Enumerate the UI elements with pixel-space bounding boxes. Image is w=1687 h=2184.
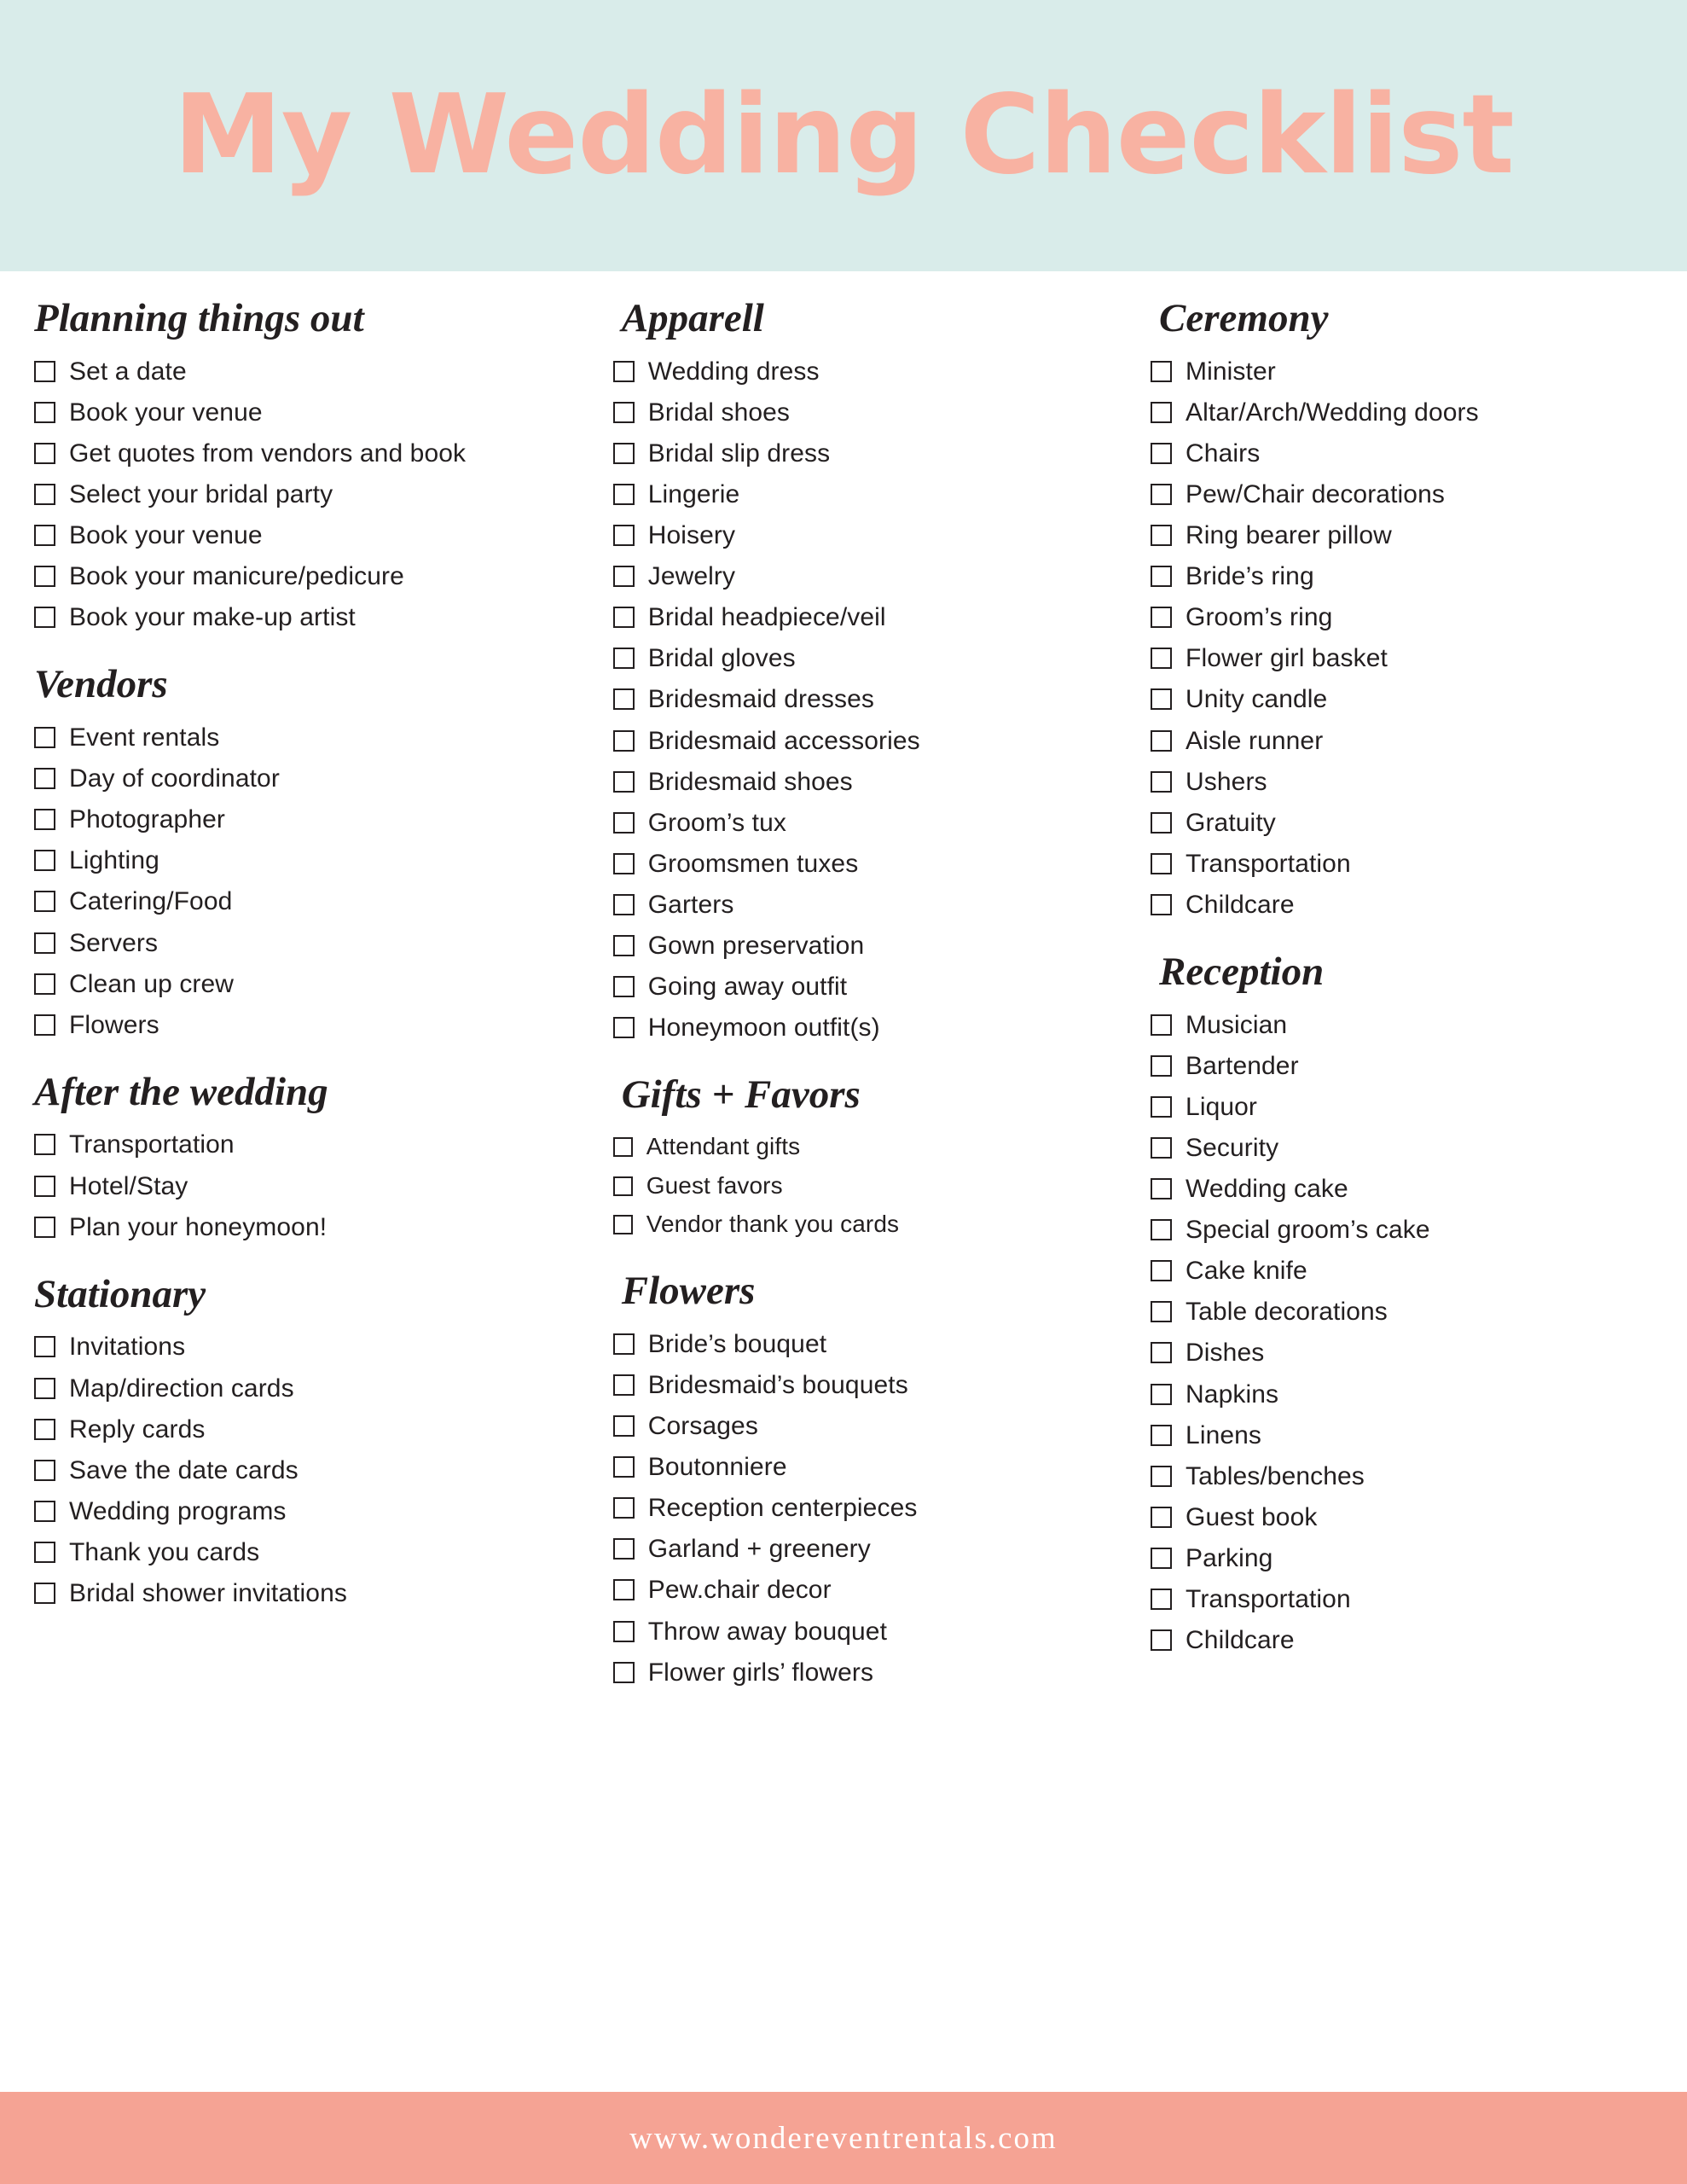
list-item[interactable] xyxy=(34,1374,596,1403)
list-item[interactable] xyxy=(34,1332,596,1362)
item-label: Bride’s bouquet xyxy=(647,1329,827,1358)
checkbox[interactable] xyxy=(1151,1548,1172,1569)
checkbox[interactable] xyxy=(34,727,55,748)
item-label: Wedding cake xyxy=(1186,1175,1348,1204)
item-label: Bride’s ring xyxy=(1186,562,1314,591)
list-item[interactable] xyxy=(34,1010,596,1040)
checkbox[interactable] xyxy=(613,1017,635,1038)
checkbox[interactable] xyxy=(34,1336,55,1357)
item-label: Flower girls’ flowers xyxy=(647,1658,874,1687)
list-item[interactable] xyxy=(34,886,596,916)
list-item[interactable] xyxy=(1151,1461,1653,1491)
checkbox[interactable] xyxy=(613,688,635,710)
item-label: Bridesmaid shoes xyxy=(647,767,853,796)
checkbox[interactable] xyxy=(613,361,635,382)
checkbox[interactable] xyxy=(34,1378,55,1399)
checkbox[interactable] xyxy=(1151,1055,1172,1077)
list-item[interactable] xyxy=(34,928,596,958)
checkbox[interactable] xyxy=(613,443,635,464)
list-item[interactable] xyxy=(613,643,1133,673)
checkbox[interactable] xyxy=(613,1415,635,1437)
checkbox[interactable] xyxy=(1151,1507,1172,1528)
item-label: Throw away bouquet xyxy=(647,1617,888,1646)
item-label: Jewelry xyxy=(647,562,736,591)
item-label: Wedding dress xyxy=(647,357,820,386)
checkbox[interactable] xyxy=(1151,525,1172,546)
item-label: Book your make-up artist xyxy=(69,603,356,632)
checkbox[interactable] xyxy=(613,1333,635,1355)
checkbox[interactable] xyxy=(613,1374,635,1396)
checkbox[interactable] xyxy=(34,891,55,912)
item-label: Ring bearer pillow xyxy=(1186,521,1392,550)
section-title: Ceremony xyxy=(1159,296,1329,340)
item-label: Parking xyxy=(1186,1543,1273,1572)
item-label: Clean up crew xyxy=(69,969,235,998)
list-item[interactable] xyxy=(1151,520,1653,550)
list-item[interactable] xyxy=(1151,1380,1653,1409)
checkbox[interactable] xyxy=(1151,1219,1172,1240)
list-item[interactable] xyxy=(613,726,1133,756)
item-label: Photographer xyxy=(69,805,226,834)
list-item[interactable] xyxy=(34,804,596,834)
checkbox[interactable] xyxy=(613,730,635,752)
item-label: Tables/benches xyxy=(1186,1461,1365,1490)
list-item[interactable] xyxy=(613,684,1133,714)
section-vendors xyxy=(34,663,596,1039)
checkbox[interactable] xyxy=(613,1662,635,1683)
list-item[interactable] xyxy=(1151,1092,1653,1122)
item-label: Guest favors xyxy=(646,1171,783,1199)
list-item[interactable] xyxy=(613,1617,1133,1647)
list-item[interactable] xyxy=(1151,1051,1653,1081)
list-item[interactable] xyxy=(1151,849,1653,879)
checkbox[interactable] xyxy=(1151,1137,1172,1159)
list-item[interactable] xyxy=(1151,1584,1653,1614)
list-item[interactable] xyxy=(1151,1215,1653,1245)
page-footer xyxy=(0,2092,1687,2184)
item-label: Select your bridal party xyxy=(69,479,333,508)
list-item[interactable] xyxy=(34,520,596,550)
item-label: Musician xyxy=(1186,1010,1288,1039)
list-item[interactable] xyxy=(613,1172,1133,1200)
list-item[interactable] xyxy=(1151,684,1653,714)
checkbox[interactable] xyxy=(34,443,55,464)
item-label: Flower girl basket xyxy=(1186,644,1388,673)
list-item[interactable] xyxy=(613,1013,1133,1043)
item-label: Linens xyxy=(1186,1420,1262,1449)
checklist-items xyxy=(1151,1010,1653,1656)
checkbox[interactable] xyxy=(613,607,635,628)
checkbox[interactable] xyxy=(1151,812,1172,834)
checkbox[interactable] xyxy=(1151,1425,1172,1446)
section-apparell xyxy=(613,297,1133,1043)
item-label: Boutonniere xyxy=(647,1453,787,1482)
list-item[interactable] xyxy=(1151,1174,1653,1204)
checkbox[interactable] xyxy=(34,932,55,954)
item-label: Liquor xyxy=(1186,1092,1258,1121)
checkbox[interactable] xyxy=(613,566,635,587)
page-header xyxy=(0,0,1687,271)
item-label: Unity candle xyxy=(1186,685,1328,714)
item-label: Gratuity xyxy=(1186,808,1276,837)
checkbox[interactable] xyxy=(613,812,635,834)
checkbox[interactable] xyxy=(1151,484,1172,505)
item-label: Thank you cards xyxy=(69,1537,260,1566)
item-label: Aisle runner xyxy=(1186,726,1324,755)
website-url[interactable]: www.wondereventrentals.com xyxy=(629,2120,1058,2156)
checkbox[interactable] xyxy=(34,1014,55,1036)
section-title: Stationary xyxy=(34,1271,206,1316)
item-label: Book your venue xyxy=(69,521,263,550)
list-item[interactable] xyxy=(1151,479,1653,509)
item-label: Set a date xyxy=(69,357,187,386)
list-item[interactable] xyxy=(1151,398,1653,427)
checkbox[interactable] xyxy=(34,361,55,382)
list-item[interactable] xyxy=(613,561,1133,591)
checkbox[interactable] xyxy=(1151,771,1172,793)
list-item[interactable] xyxy=(1151,1543,1653,1573)
item-label: Transportation xyxy=(1186,1585,1351,1613)
list-item[interactable] xyxy=(34,723,596,752)
list-item[interactable] xyxy=(1151,643,1653,673)
checkbox[interactable] xyxy=(613,935,635,956)
list-item[interactable] xyxy=(1151,1502,1653,1532)
item-label: Security xyxy=(1186,1133,1279,1162)
list-item[interactable] xyxy=(34,398,596,427)
list-item[interactable] xyxy=(34,602,596,632)
checklist-items xyxy=(34,1130,596,1241)
item-label: Servers xyxy=(69,928,159,957)
checklist-items xyxy=(613,1133,1133,1239)
list-item[interactable] xyxy=(34,1130,596,1159)
checkbox[interactable] xyxy=(1151,894,1172,915)
list-item[interactable] xyxy=(1151,439,1653,468)
checklist-items xyxy=(613,357,1133,1043)
list-item[interactable] xyxy=(34,357,596,386)
item-label: Bridesmaid’s bouquets xyxy=(647,1371,908,1399)
checkbox[interactable] xyxy=(34,1176,55,1197)
checkbox[interactable] xyxy=(1151,1260,1172,1281)
list-item[interactable] xyxy=(613,1370,1133,1400)
checklist-columns xyxy=(0,271,1687,2092)
checkbox[interactable] xyxy=(613,976,635,997)
list-item[interactable] xyxy=(34,1212,596,1242)
list-item[interactable] xyxy=(613,439,1133,468)
item-label: Lighting xyxy=(69,846,159,875)
list-item[interactable] xyxy=(1151,1297,1653,1327)
item-label: Invitations xyxy=(69,1333,186,1362)
checkbox[interactable] xyxy=(1151,648,1172,669)
checkbox[interactable] xyxy=(1151,1384,1172,1405)
list-item[interactable] xyxy=(613,808,1133,838)
checkbox[interactable] xyxy=(34,1134,55,1155)
item-label: Groomsmen tuxes xyxy=(647,849,859,878)
section-title: After the wedding xyxy=(34,1069,328,1114)
column-middle xyxy=(613,297,1151,2092)
item-label: Napkins xyxy=(1186,1380,1279,1409)
list-item[interactable] xyxy=(613,1575,1133,1605)
checkbox[interactable] xyxy=(34,402,55,423)
section-flowers xyxy=(613,1269,1133,1687)
list-item[interactable] xyxy=(1151,1256,1653,1286)
list-item[interactable] xyxy=(34,1414,596,1444)
item-label: Minister xyxy=(1186,357,1276,386)
section-title: Gifts + Favors xyxy=(621,1072,861,1118)
list-item[interactable] xyxy=(613,767,1133,797)
list-item[interactable] xyxy=(613,1133,1133,1161)
item-label: Catering/Food xyxy=(69,887,233,916)
item-label: Corsages xyxy=(647,1412,758,1441)
checkbox[interactable] xyxy=(34,1583,55,1604)
checkbox[interactable] xyxy=(34,768,55,789)
item-label: Vendor thank you cards xyxy=(646,1211,900,1238)
checkbox[interactable] xyxy=(613,853,635,874)
checkbox[interactable] xyxy=(1151,853,1172,874)
checkbox[interactable] xyxy=(34,484,55,505)
item-label: Lingerie xyxy=(647,479,740,508)
checkbox[interactable] xyxy=(613,1137,633,1157)
list-item[interactable] xyxy=(613,890,1133,920)
item-label: Dishes xyxy=(1186,1339,1265,1368)
list-item[interactable] xyxy=(34,1537,596,1567)
checkbox[interactable] xyxy=(34,850,55,871)
list-item[interactable] xyxy=(1151,1420,1653,1450)
section-reception xyxy=(1151,950,1653,1655)
checkbox[interactable] xyxy=(1151,361,1172,382)
item-label: Bridal shoes xyxy=(647,398,791,427)
item-label: Plan your honeymoon! xyxy=(69,1212,328,1241)
section-title: Planning things out xyxy=(34,296,364,340)
list-item[interactable] xyxy=(1151,726,1653,756)
list-item[interactable] xyxy=(613,972,1133,1002)
list-item[interactable] xyxy=(613,1211,1133,1239)
checkbox[interactable] xyxy=(34,1460,55,1481)
checkbox[interactable] xyxy=(34,607,55,628)
item-label: Bridal gloves xyxy=(647,644,796,673)
list-item[interactable] xyxy=(1151,1010,1653,1040)
list-item[interactable] xyxy=(613,1534,1133,1564)
item-label: Ushers xyxy=(1186,767,1267,796)
checkbox[interactable] xyxy=(613,1456,635,1478)
checkbox[interactable] xyxy=(1151,1589,1172,1610)
section-stationary xyxy=(34,1273,596,1608)
checkbox[interactable] xyxy=(1151,1342,1172,1363)
list-item[interactable] xyxy=(34,764,596,793)
item-label: Wedding programs xyxy=(69,1496,287,1525)
item-label: Garland + greenery xyxy=(647,1535,871,1564)
checkbox[interactable] xyxy=(613,484,635,505)
list-item[interactable] xyxy=(613,1329,1133,1359)
list-item[interactable] xyxy=(613,520,1133,550)
checkbox[interactable] xyxy=(34,566,55,587)
list-item[interactable] xyxy=(1151,890,1653,920)
item-label: Flowers xyxy=(69,1010,159,1039)
item-label: Going away outfit xyxy=(647,973,848,1002)
item-label: Bridesmaid dresses xyxy=(647,685,874,714)
list-item[interactable] xyxy=(34,1171,596,1201)
checkbox[interactable] xyxy=(34,973,55,995)
section-ceremony xyxy=(1151,297,1653,920)
section-title: Apparell xyxy=(621,296,764,340)
item-label: Transportation xyxy=(69,1130,235,1159)
checkbox[interactable] xyxy=(613,402,635,423)
section-title: Vendors xyxy=(34,662,168,707)
list-item[interactable] xyxy=(34,1455,596,1485)
checkbox[interactable] xyxy=(34,809,55,830)
checklist-items xyxy=(34,357,596,633)
checkbox[interactable] xyxy=(1151,1301,1172,1322)
checkbox[interactable] xyxy=(613,1621,635,1642)
checkbox[interactable] xyxy=(613,1579,635,1600)
item-label: Book your venue xyxy=(69,398,263,427)
section-title: Reception xyxy=(1159,950,1325,994)
item-label: Guest book xyxy=(1186,1502,1318,1531)
item-label: Honeymoon outfit(s) xyxy=(647,1014,880,1043)
item-label: Book your manicure/pedicure xyxy=(69,562,404,591)
section-after-the-wedding xyxy=(34,1071,596,1242)
list-item[interactable] xyxy=(613,1658,1133,1687)
item-label: Hoisery xyxy=(647,521,736,550)
checkbox[interactable] xyxy=(34,1217,55,1238)
item-label: Bridal shower invitations xyxy=(69,1579,347,1607)
list-item[interactable] xyxy=(34,969,596,999)
list-item[interactable] xyxy=(613,398,1133,427)
item-label: Bridesmaid accessories xyxy=(647,726,920,755)
checkbox[interactable] xyxy=(1151,443,1172,464)
checklist-items xyxy=(613,1329,1133,1687)
item-label: Garters xyxy=(647,890,734,919)
item-label: Pew/Chair decorations xyxy=(1186,479,1445,508)
section-planning-things-out xyxy=(34,297,596,632)
list-item[interactable] xyxy=(34,1496,596,1526)
item-label: Transportation xyxy=(1186,849,1351,878)
list-item[interactable] xyxy=(34,845,596,875)
item-label: Bridal slip dress xyxy=(647,439,831,468)
list-item[interactable] xyxy=(1151,1338,1653,1368)
checkbox[interactable] xyxy=(613,1176,633,1196)
checkbox[interactable] xyxy=(613,648,635,669)
item-label: Bartender xyxy=(1186,1051,1299,1080)
item-label: Table decorations xyxy=(1186,1298,1388,1327)
list-item[interactable] xyxy=(1151,767,1653,797)
checkbox[interactable] xyxy=(34,1542,55,1563)
list-item[interactable] xyxy=(613,931,1133,961)
item-label: Event rentals xyxy=(69,723,220,752)
item-label: Map/direction cards xyxy=(69,1374,294,1403)
checklist-items xyxy=(34,723,596,1040)
item-label: Cake knife xyxy=(1186,1257,1307,1286)
checkbox[interactable] xyxy=(1151,1014,1172,1036)
list-item[interactable] xyxy=(1151,1133,1653,1163)
checkbox[interactable] xyxy=(1151,1178,1172,1199)
section-title: Flowers xyxy=(621,1269,756,1314)
item-label: Attendant gifts xyxy=(646,1132,801,1159)
checkbox[interactable] xyxy=(613,1215,633,1234)
list-item[interactable] xyxy=(34,561,596,591)
item-label: Special groom’s cake xyxy=(1186,1216,1430,1245)
checklist-items xyxy=(34,1332,596,1608)
list-item[interactable] xyxy=(613,479,1133,509)
checkbox[interactable] xyxy=(1151,1096,1172,1118)
checkbox[interactable] xyxy=(1151,402,1172,423)
list-item[interactable] xyxy=(613,849,1133,879)
item-label: Get quotes from vendors and book xyxy=(69,439,467,468)
item-label: Pew.chair decor xyxy=(647,1576,832,1605)
column-right xyxy=(1151,297,1653,2092)
item-label: Chairs xyxy=(1186,439,1261,468)
checklist-items xyxy=(1151,357,1653,920)
list-item[interactable] xyxy=(1151,357,1653,386)
item-label: Gown preservation xyxy=(647,932,865,960)
item-label: Save the date cards xyxy=(69,1455,299,1484)
list-item[interactable] xyxy=(1151,808,1653,838)
item-label: Reply cards xyxy=(69,1414,206,1443)
item-label: Bridal headpiece/veil xyxy=(647,603,886,632)
list-item[interactable] xyxy=(613,602,1133,632)
item-label: Groom’s tux xyxy=(647,808,786,837)
list-item[interactable] xyxy=(34,1578,596,1608)
checkbox[interactable] xyxy=(34,1501,55,1522)
page-title: My Wedding Checklist xyxy=(173,72,1514,199)
item-label: Altar/Arch/Wedding doors xyxy=(1186,398,1479,427)
item-label: Hotel/Stay xyxy=(69,1171,188,1200)
checkbox[interactable] xyxy=(613,771,635,793)
list-item[interactable] xyxy=(613,1493,1133,1523)
checkbox[interactable] xyxy=(1151,730,1172,752)
list-item[interactable] xyxy=(1151,602,1653,632)
list-item[interactable] xyxy=(34,479,596,509)
checkbox[interactable] xyxy=(613,525,635,546)
item-label: Day of coordinator xyxy=(69,764,280,793)
checkbox[interactable] xyxy=(1151,566,1172,587)
column-left xyxy=(34,297,613,2092)
item-label: Childcare xyxy=(1186,1626,1295,1655)
list-item[interactable] xyxy=(1151,1625,1653,1655)
item-label: Childcare xyxy=(1186,890,1295,919)
list-item[interactable] xyxy=(34,439,596,468)
checkbox[interactable] xyxy=(1151,688,1172,710)
list-item[interactable] xyxy=(1151,561,1653,591)
checkbox[interactable] xyxy=(613,1497,635,1519)
section-gifts-favors xyxy=(613,1073,1133,1239)
list-item[interactable] xyxy=(613,357,1133,386)
list-item[interactable] xyxy=(613,1452,1133,1482)
checkbox[interactable] xyxy=(1151,1629,1172,1651)
checkbox[interactable] xyxy=(34,1419,55,1440)
item-label: Groom’s ring xyxy=(1186,603,1333,632)
checkbox[interactable] xyxy=(1151,1466,1172,1487)
checkbox[interactable] xyxy=(1151,607,1172,628)
item-label: Reception centerpieces xyxy=(647,1494,918,1523)
checkbox[interactable] xyxy=(34,525,55,546)
checkbox[interactable] xyxy=(613,894,635,915)
checkbox[interactable] xyxy=(613,1538,635,1560)
list-item[interactable] xyxy=(613,1411,1133,1441)
